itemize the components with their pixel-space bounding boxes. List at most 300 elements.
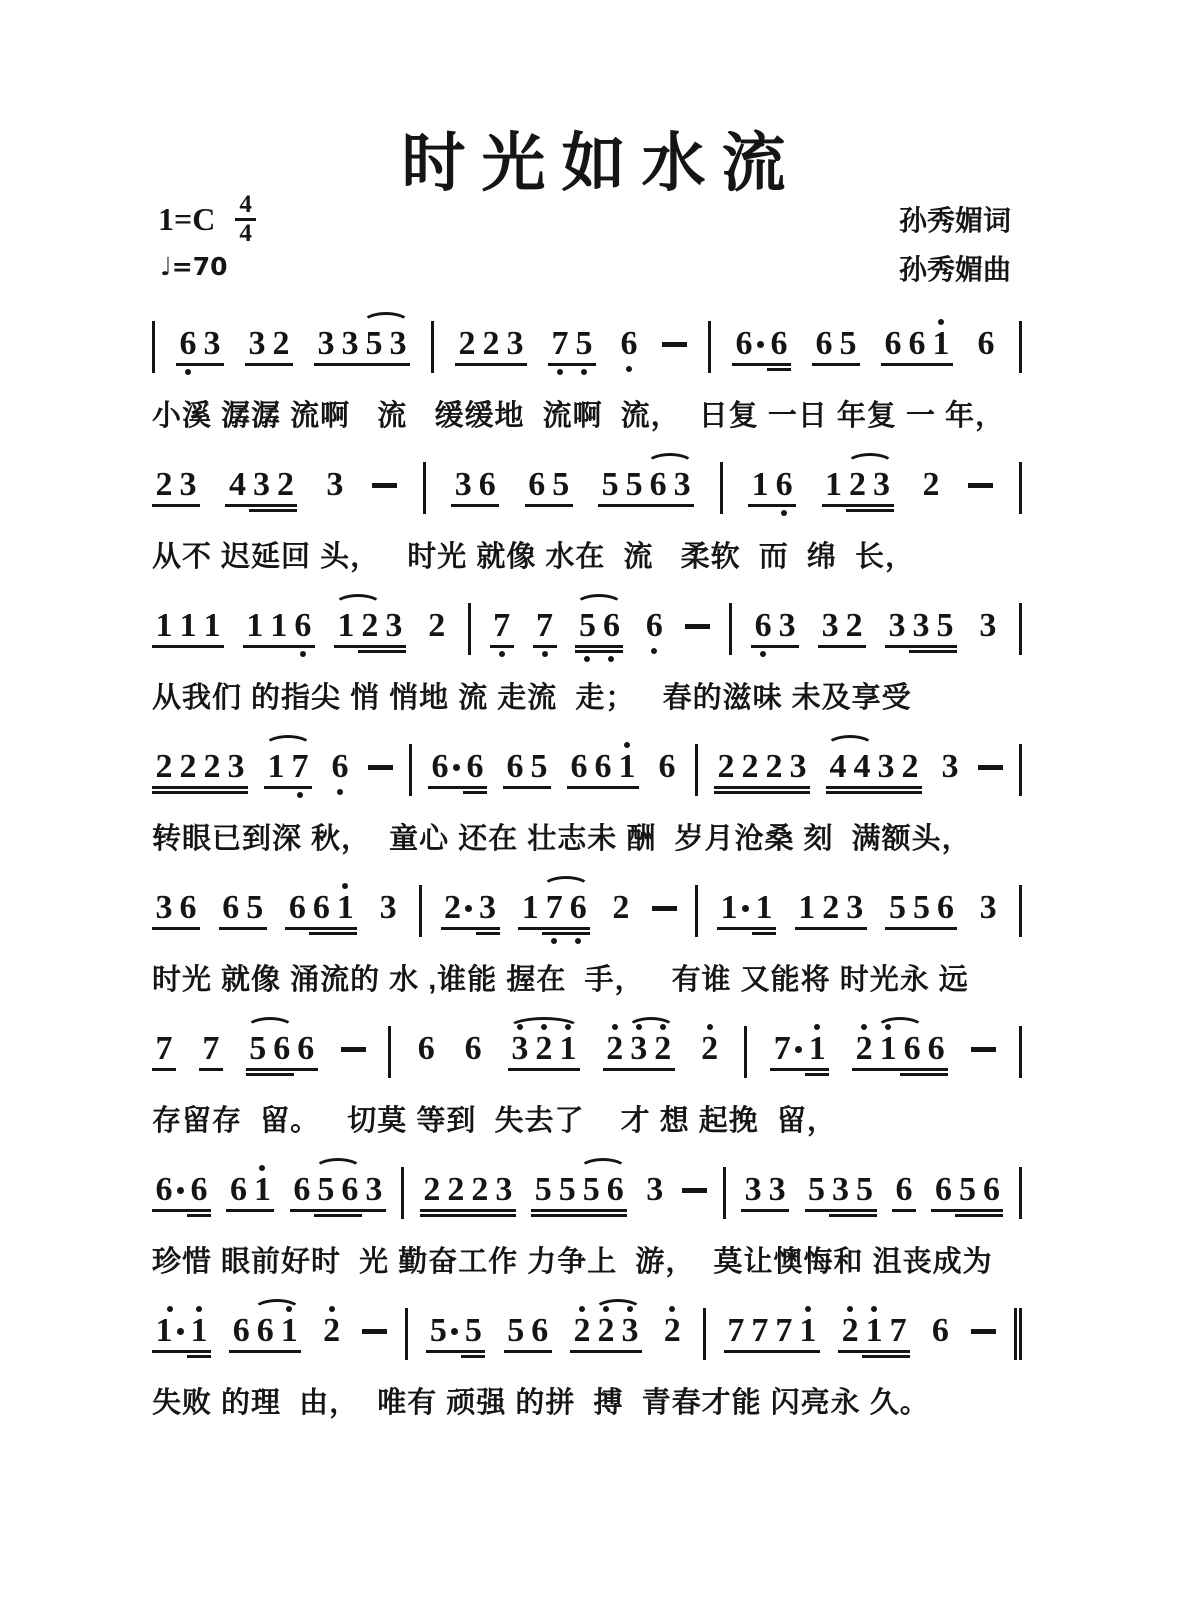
beam-underlines bbox=[199, 1068, 223, 1071]
note-digit-row bbox=[978, 327, 995, 361]
lyricist-credit: 孙秀媚词 bbox=[898, 205, 1011, 236]
note bbox=[786, 739, 810, 805]
beam-underlines bbox=[599, 645, 623, 653]
octave-dot bbox=[760, 651, 766, 657]
slur-arc bbox=[362, 312, 410, 323]
note-digit-row bbox=[249, 1032, 266, 1066]
beam-underline bbox=[579, 1209, 603, 1212]
octave-dot bbox=[805, 1306, 811, 1312]
note bbox=[414, 1021, 438, 1079]
note bbox=[270, 1021, 294, 1087]
beam-underline bbox=[333, 932, 357, 935]
augmentation-dot bbox=[453, 764, 460, 771]
beam-underline bbox=[748, 1350, 772, 1353]
octave-dot bbox=[259, 1165, 265, 1171]
beam-underline bbox=[819, 927, 843, 930]
note-digit-row bbox=[776, 468, 793, 502]
beam-underlines bbox=[570, 1350, 594, 1353]
note-digit-row bbox=[576, 327, 593, 361]
note bbox=[243, 598, 267, 659]
beam-underline bbox=[853, 1214, 877, 1217]
note-digit-row bbox=[380, 891, 397, 925]
note-digit-row bbox=[902, 750, 919, 784]
note bbox=[762, 739, 786, 805]
note bbox=[627, 1021, 651, 1082]
note-digit: 6 bbox=[570, 748, 588, 785]
note-digit-row bbox=[423, 1173, 440, 1207]
beam-underlines bbox=[805, 1209, 829, 1212]
note-digit: 6 bbox=[179, 325, 197, 362]
note bbox=[555, 1162, 579, 1228]
note-group bbox=[976, 598, 1000, 656]
note-digit-row bbox=[619, 750, 636, 784]
note-digit-row bbox=[654, 1032, 671, 1066]
beam-underlines bbox=[226, 1209, 250, 1212]
slur-arc bbox=[646, 453, 694, 464]
beam-underline bbox=[468, 1214, 492, 1217]
note-digit-row bbox=[573, 1314, 590, 1348]
note-group bbox=[928, 1303, 952, 1361]
note-digit-row bbox=[270, 609, 287, 643]
note bbox=[979, 1162, 1003, 1228]
note-digit: 3 bbox=[912, 607, 930, 644]
note-digit-row bbox=[935, 1173, 952, 1207]
note bbox=[566, 880, 590, 946]
note-digit: 2 bbox=[741, 748, 759, 785]
beam-underlines bbox=[518, 927, 542, 930]
beam-underline bbox=[250, 1209, 274, 1212]
beam-underline bbox=[752, 927, 776, 930]
time-signature-denominator: 4 bbox=[239, 220, 252, 248]
beam-underline bbox=[862, 1350, 886, 1353]
note-group bbox=[698, 1021, 722, 1079]
note-digit-row bbox=[755, 609, 772, 643]
beam-underline bbox=[382, 645, 406, 648]
note bbox=[187, 1162, 211, 1228]
note-digit-row bbox=[341, 1173, 358, 1207]
beam-underlines bbox=[253, 1350, 277, 1353]
note-digit: 2 bbox=[717, 748, 735, 785]
beam-underlines bbox=[818, 645, 842, 648]
beam-underlines bbox=[362, 1209, 386, 1212]
beam-underlines bbox=[267, 645, 291, 648]
note-digit: 1 bbox=[751, 466, 769, 503]
note-digit-row bbox=[808, 1173, 825, 1207]
beam-underline bbox=[314, 1209, 338, 1212]
slur-arc bbox=[627, 1017, 675, 1028]
beam-underline bbox=[929, 363, 953, 366]
note-digit: 7 bbox=[551, 325, 569, 362]
beam-underlines bbox=[152, 1209, 187, 1212]
beam-underlines bbox=[591, 786, 615, 789]
note-digit-row bbox=[659, 750, 676, 784]
note bbox=[617, 316, 641, 374]
note-group bbox=[229, 1303, 301, 1364]
note-digit: 2 bbox=[276, 466, 294, 503]
octave-dot bbox=[612, 1024, 618, 1030]
beam-underline bbox=[273, 504, 297, 507]
note bbox=[748, 1303, 772, 1364]
note-group bbox=[570, 1303, 642, 1364]
note-digit: 6 bbox=[645, 607, 663, 644]
lyric-row: 珍惜 眼前好时 光 勤奋工作 力争上 游， 莫让懊悔和 沮丧成为 bbox=[152, 1246, 993, 1278]
note-digit-row bbox=[465, 1314, 482, 1348]
note-digit: 7 bbox=[889, 1312, 907, 1349]
beam-underline bbox=[479, 363, 503, 366]
octave-dot bbox=[342, 883, 348, 889]
octave-dot bbox=[329, 1306, 335, 1312]
slur-arc bbox=[253, 1299, 301, 1310]
note-digit-row bbox=[822, 891, 839, 925]
note-group bbox=[199, 1021, 223, 1082]
note-digit: 5 bbox=[365, 325, 383, 362]
note-group bbox=[525, 457, 573, 518]
note bbox=[492, 1162, 516, 1228]
beam-underline bbox=[555, 1214, 579, 1217]
beam-underline bbox=[842, 645, 866, 648]
note-digit: 7 bbox=[727, 1312, 745, 1349]
note-digit: 7 bbox=[536, 607, 554, 644]
note bbox=[818, 598, 842, 659]
beam-underline bbox=[152, 504, 176, 507]
note-digit: 3 bbox=[888, 607, 906, 644]
note-digit-row bbox=[273, 1032, 290, 1066]
beam-underline bbox=[741, 1209, 765, 1212]
note-digit: 5 bbox=[317, 1171, 335, 1208]
slur-arc bbox=[846, 453, 894, 464]
note-digit: 1 bbox=[280, 1312, 298, 1349]
octave-dot bbox=[626, 366, 632, 372]
beam-underline bbox=[795, 927, 819, 930]
note-digit: 3 bbox=[832, 1171, 850, 1208]
note-digit-row bbox=[630, 1032, 647, 1066]
note-group bbox=[152, 1162, 211, 1228]
beam-underline bbox=[829, 1214, 853, 1217]
note-group bbox=[609, 880, 633, 938]
note bbox=[846, 457, 870, 523]
note bbox=[323, 457, 347, 515]
octave-dot bbox=[551, 938, 557, 944]
beam-underline bbox=[476, 927, 500, 930]
note-group bbox=[314, 316, 410, 377]
note-digit-row bbox=[281, 1314, 298, 1348]
note-group bbox=[567, 739, 639, 800]
low-octave-dot-area bbox=[300, 648, 306, 659]
note-digit: 3 bbox=[454, 466, 472, 503]
note-digit-row bbox=[856, 1173, 873, 1207]
time-signature bbox=[235, 192, 256, 248]
note-group bbox=[548, 316, 596, 377]
beam-underlines bbox=[468, 1209, 492, 1217]
note-digit-row bbox=[447, 1173, 464, 1207]
note-digit-row bbox=[531, 750, 548, 784]
note-digit-row bbox=[430, 1314, 458, 1348]
beam-underlines bbox=[219, 927, 243, 930]
note bbox=[556, 1021, 580, 1082]
note-digit: 1 bbox=[267, 748, 285, 785]
note-group bbox=[795, 880, 867, 941]
note-digit: 7 bbox=[751, 1312, 769, 1349]
note-digit-row bbox=[890, 1314, 907, 1348]
beam-underline bbox=[362, 1209, 386, 1212]
note-digit: 6 bbox=[895, 1171, 913, 1208]
note-digit: 2 bbox=[841, 1312, 859, 1349]
note-digit: 6 bbox=[155, 1171, 173, 1208]
beam-underline bbox=[826, 791, 850, 794]
note bbox=[870, 457, 894, 523]
note-digit: 5 bbox=[856, 1171, 874, 1208]
note bbox=[767, 316, 791, 382]
note-digit: 5 bbox=[601, 466, 619, 503]
note-digit-row bbox=[323, 1314, 340, 1348]
note bbox=[269, 316, 293, 377]
note bbox=[905, 316, 929, 377]
note-group bbox=[426, 1303, 485, 1369]
note-group bbox=[152, 1021, 176, 1082]
note-digit: 3 bbox=[248, 325, 266, 362]
beam-underline bbox=[243, 927, 267, 930]
barline bbox=[419, 885, 422, 937]
barline bbox=[423, 462, 426, 514]
note-digit: 1 bbox=[336, 889, 354, 926]
note-digit: 6 bbox=[569, 889, 587, 926]
duration-dash bbox=[685, 624, 710, 629]
low-octave-dot-area bbox=[185, 366, 191, 377]
note-digit-row bbox=[326, 468, 343, 502]
note-group bbox=[264, 739, 312, 800]
beam-underline bbox=[874, 786, 898, 789]
octave-dot bbox=[300, 651, 306, 657]
octave-dot bbox=[167, 1306, 173, 1312]
barline bbox=[388, 1026, 391, 1078]
beam-underlines bbox=[531, 1209, 555, 1217]
beam-underline bbox=[267, 645, 291, 648]
note-digit: 3 bbox=[385, 607, 403, 644]
note bbox=[463, 739, 487, 805]
note bbox=[898, 739, 922, 805]
note-digit-row bbox=[775, 1314, 792, 1348]
beam-underlines bbox=[805, 1068, 829, 1076]
note-digit-row bbox=[257, 1314, 274, 1348]
note-group bbox=[724, 1303, 820, 1364]
beam-underlines bbox=[979, 1209, 1003, 1217]
note-digit: 3 bbox=[495, 1171, 513, 1208]
note-digit: 2 bbox=[361, 607, 379, 644]
beam-underlines bbox=[243, 927, 267, 930]
augmentation-dot bbox=[177, 1328, 184, 1335]
beam-underline bbox=[270, 1068, 294, 1071]
note bbox=[503, 316, 527, 377]
note-digit-row bbox=[455, 468, 472, 502]
note-digit: 1 bbox=[799, 1312, 817, 1349]
beam-underline bbox=[382, 650, 406, 653]
octave-dot bbox=[581, 369, 587, 375]
note-digit-row bbox=[888, 609, 905, 643]
octave-dot bbox=[624, 742, 630, 748]
beam-underlines bbox=[618, 1350, 642, 1353]
note-digit-row bbox=[612, 891, 629, 925]
note-digit-row bbox=[799, 1314, 816, 1348]
beam-underline bbox=[243, 645, 267, 648]
beam-underlines bbox=[334, 645, 358, 648]
note-digit: 3 bbox=[646, 1171, 664, 1208]
beam-underline bbox=[762, 786, 786, 789]
beam-underline bbox=[152, 791, 176, 794]
note-digit: 3 bbox=[379, 889, 397, 926]
note bbox=[876, 1021, 900, 1087]
note bbox=[288, 739, 312, 800]
note-digit: 6 bbox=[602, 607, 620, 644]
beam-underline bbox=[226, 1209, 250, 1212]
note-digit-row bbox=[646, 1173, 663, 1207]
note bbox=[152, 1021, 176, 1082]
note-digit-row bbox=[180, 468, 197, 502]
beam-underline bbox=[187, 1355, 211, 1358]
note-group bbox=[334, 598, 406, 664]
octave-dot bbox=[707, 1024, 713, 1030]
beam-underlines bbox=[765, 1209, 789, 1212]
beam-underline bbox=[492, 1209, 516, 1212]
beam-underlines bbox=[532, 1068, 556, 1071]
note bbox=[152, 1303, 187, 1369]
beam-underlines bbox=[862, 1350, 886, 1358]
beam-underline bbox=[176, 927, 200, 930]
note-group bbox=[323, 457, 347, 515]
augmentation-dot bbox=[451, 1328, 458, 1335]
note-digit: 6 bbox=[884, 325, 902, 362]
barline bbox=[723, 1167, 726, 1219]
note-digit: 3 bbox=[941, 748, 959, 785]
note-group bbox=[508, 1021, 580, 1082]
octave-dot bbox=[938, 319, 944, 325]
note bbox=[386, 316, 410, 377]
note bbox=[176, 457, 200, 518]
beam-underlines bbox=[885, 927, 909, 930]
beam-underlines bbox=[843, 927, 867, 930]
beam-underline bbox=[846, 509, 870, 512]
note-digit: 2 bbox=[845, 607, 863, 644]
beam-underline bbox=[670, 504, 694, 507]
beam-underline bbox=[886, 1355, 910, 1358]
beam-underlines bbox=[819, 927, 843, 930]
beam-underlines bbox=[549, 504, 573, 507]
beam-underlines bbox=[249, 504, 273, 512]
beam-underline bbox=[152, 786, 176, 789]
beam-underlines bbox=[842, 645, 866, 648]
note-group bbox=[441, 880, 500, 946]
note bbox=[643, 1162, 667, 1220]
beam-underline bbox=[525, 504, 549, 507]
note-group bbox=[770, 1021, 829, 1087]
beam-underline bbox=[622, 504, 646, 507]
note-digit-row bbox=[842, 1314, 859, 1348]
beam-underlines bbox=[646, 504, 670, 507]
note-digit: 7 bbox=[493, 607, 511, 644]
beam-underline bbox=[246, 1068, 270, 1071]
score-line bbox=[152, 739, 1022, 857]
note-group bbox=[919, 457, 943, 515]
note bbox=[738, 739, 762, 805]
note-digit: 2 bbox=[573, 1312, 591, 1349]
beam-underline bbox=[531, 1214, 555, 1217]
beam-underlines bbox=[929, 363, 953, 366]
beam-underlines bbox=[451, 504, 475, 507]
note-digit-row bbox=[885, 327, 902, 361]
beam-underline bbox=[885, 927, 909, 930]
beam-underlines bbox=[273, 504, 297, 512]
note bbox=[853, 1162, 877, 1228]
note bbox=[518, 880, 542, 946]
beam-underlines bbox=[786, 786, 810, 794]
beam-underline bbox=[277, 1350, 301, 1353]
note-digit-row bbox=[552, 468, 569, 502]
note bbox=[796, 1303, 820, 1364]
note-digit: 1 bbox=[155, 607, 173, 644]
note bbox=[314, 316, 338, 377]
beam-underlines bbox=[775, 645, 799, 648]
low-octave-dot-area bbox=[608, 653, 614, 664]
note-digit: 3 bbox=[511, 1030, 529, 1067]
low-octave-dot-area bbox=[542, 648, 548, 659]
slur-arc bbox=[876, 1017, 924, 1028]
note bbox=[548, 316, 572, 377]
note-group bbox=[533, 598, 557, 659]
beam-underline bbox=[567, 786, 591, 789]
beam-underline bbox=[575, 645, 599, 648]
beam-underline bbox=[853, 1209, 877, 1212]
note bbox=[249, 457, 273, 523]
note-digit-row bbox=[552, 327, 569, 361]
lyric-row: 小溪 潺潺 流啊 流 缓缓地 流啊 流， 日复 一日 年复 一 年， bbox=[152, 400, 1006, 432]
lyric-row: 从我们 的指尖 悄 悄地 流 走流 走； 春的滋味 未及享受 bbox=[152, 682, 912, 714]
note bbox=[572, 316, 596, 377]
note-digit-row bbox=[471, 1173, 488, 1207]
note-digit: 1 bbox=[932, 325, 950, 362]
beam-underline bbox=[850, 791, 874, 794]
note-digit-row bbox=[268, 750, 285, 784]
note-digit: 7 bbox=[202, 1030, 220, 1067]
note-digit: 3 bbox=[326, 466, 344, 503]
note-digit-row bbox=[318, 327, 335, 361]
note bbox=[358, 598, 382, 664]
note-digit-row bbox=[507, 327, 524, 361]
note-digit: 3 bbox=[389, 325, 407, 362]
note-group bbox=[852, 1021, 948, 1087]
note bbox=[362, 1162, 386, 1228]
note-digit: 2 bbox=[822, 889, 840, 926]
note bbox=[277, 1303, 301, 1364]
beam-underline bbox=[843, 927, 867, 930]
beam-underline bbox=[772, 1350, 796, 1353]
beam-underlines bbox=[796, 1350, 820, 1353]
credits bbox=[899, 196, 1011, 294]
beam-underline bbox=[461, 1355, 485, 1358]
low-octave-dot-area bbox=[651, 645, 657, 656]
note-digit-row bbox=[528, 468, 545, 502]
note-digit: 6 bbox=[229, 1171, 247, 1208]
beam-underline bbox=[786, 791, 810, 794]
note-digit-row bbox=[273, 327, 290, 361]
beam-underlines bbox=[338, 1209, 362, 1217]
beam-underlines bbox=[748, 504, 772, 507]
note-digit: 6 bbox=[297, 1030, 315, 1067]
note-digit-row bbox=[878, 750, 895, 784]
note-digit: 2 bbox=[606, 1030, 624, 1067]
note-group bbox=[420, 1162, 516, 1228]
beam-underline bbox=[599, 645, 623, 648]
note-digit: 1 bbox=[253, 1171, 271, 1208]
note bbox=[928, 1303, 952, 1361]
